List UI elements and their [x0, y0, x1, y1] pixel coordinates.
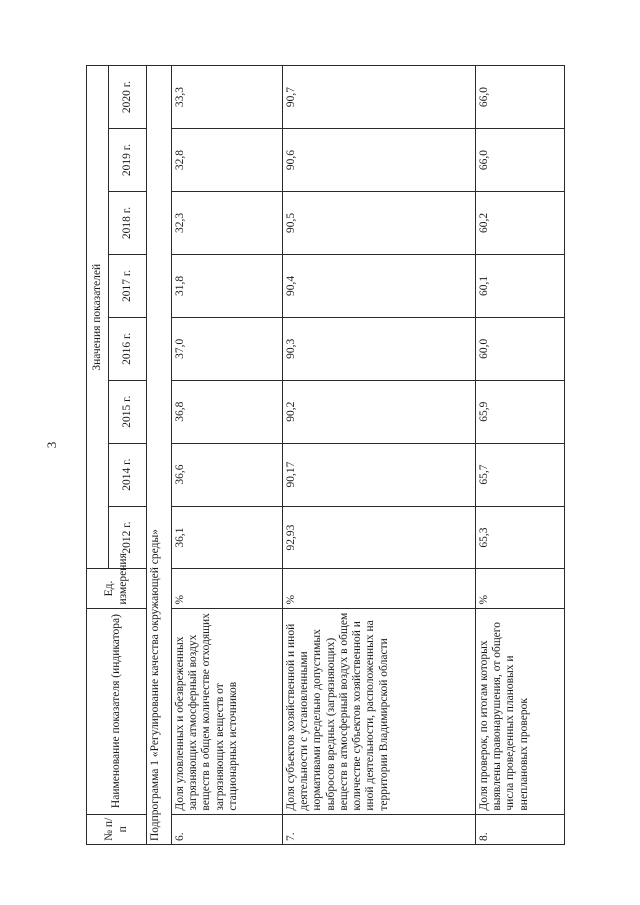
value-cell: 90,6 — [283, 129, 476, 192]
row-number: 7. — [283, 814, 476, 844]
value-cell: 66,0 — [476, 129, 565, 192]
header-year: 2019 г. — [109, 129, 147, 192]
header-indicator-name: Наименование показателя (индикатора) — [87, 608, 147, 814]
value-cell: 60,0 — [476, 317, 565, 380]
header-year: 2017 г. — [109, 254, 147, 317]
indicator-name: Доля уловленных и обезвреженных загрязняющих атмосферный воздух веществ в общем количестве отходящих загрязняющих веществ от стационарных источников — [172, 608, 283, 814]
value-cell: 90,17 — [283, 443, 476, 506]
row-number: 6. — [172, 814, 283, 844]
value-cell: 90,7 — [283, 66, 476, 129]
value-cell: 31,8 — [172, 254, 283, 317]
value-cell: 90,3 — [283, 317, 476, 380]
page-number: 3 — [44, 441, 59, 449]
table-row — [476, 66, 565, 845]
value-cell: 36,8 — [172, 380, 283, 443]
indicator-name: Доля субъектов хозяйственной и иной деятельности с установленными нормативами предельно допустимых выбросов вредных (загрязняющих) веществ в атмосферный воздух в общем количестве субъектов хозяйственной и иной деятельности, расположенных на территории Владимирской области — [283, 608, 476, 814]
value-cell: 32,3 — [172, 192, 283, 255]
row-number: 8. — [476, 814, 565, 844]
indicators-table — [86, 65, 565, 845]
header-year: 2018 г. — [109, 192, 147, 255]
value-cell: 32,8 — [172, 129, 283, 192]
value-cell: 36,6 — [172, 443, 283, 506]
header-year: 2016 г. — [109, 317, 147, 380]
indicator-name: Доля проверок, по итогам которых выявлены правонарушения, от общего числа проведенных плановых и внеплановых проверок — [476, 608, 565, 814]
value-cell: 33,3 — [172, 66, 283, 129]
table-row — [172, 66, 283, 845]
value-cell: 60,2 — [476, 192, 565, 255]
value-cell: 90,2 — [283, 380, 476, 443]
subprogram-title: Подпрограмма 1 «Регулирование качества окружающей среды» — [147, 66, 172, 845]
value-cell: 36,1 — [172, 506, 283, 569]
header-year: 2012 г. — [109, 506, 147, 569]
header-unit: Ед. измерения — [87, 569, 147, 608]
table-row — [283, 66, 476, 845]
header-values-group: Значения показателей — [87, 66, 109, 569]
value-cell: 65,3 — [476, 506, 565, 569]
value-cell: 90,5 — [283, 192, 476, 255]
value-cell: 65,7 — [476, 443, 565, 506]
unit-cell: % — [283, 569, 476, 608]
header-year: 2015 г. — [109, 380, 147, 443]
value-cell: 37,0 — [172, 317, 283, 380]
header-year: 2014 г. — [109, 443, 147, 506]
value-cell: 92,93 — [283, 506, 476, 569]
unit-cell: % — [172, 569, 283, 608]
header-year: 2020 г. — [109, 66, 147, 129]
value-cell: 66,0 — [476, 66, 565, 129]
rotated-table-container — [86, 65, 546, 845]
unit-cell: % — [476, 569, 565, 608]
value-cell: 90,4 — [283, 254, 476, 317]
header-number: № п/п — [87, 814, 147, 844]
value-cell: 60,1 — [476, 254, 565, 317]
value-cell: 65,9 — [476, 380, 565, 443]
